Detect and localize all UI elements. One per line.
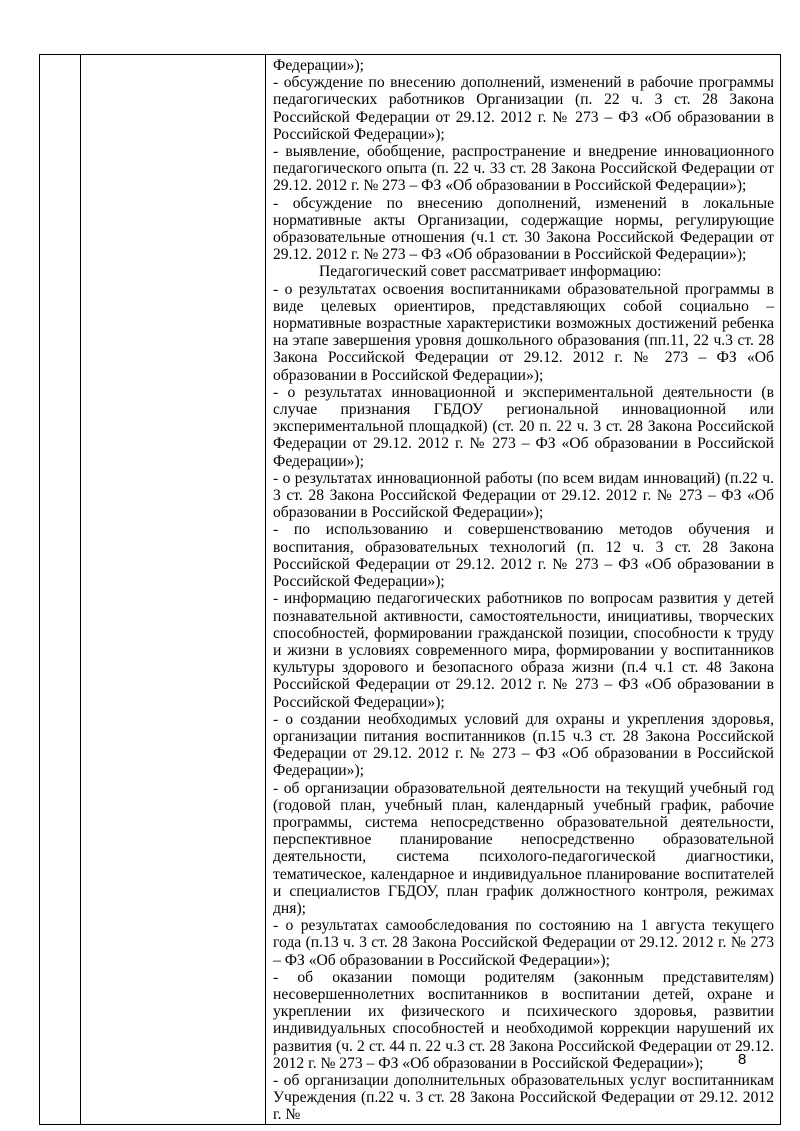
paragraph: - информацию педагогических работников по вопросам развития у детей познавательной активности, самостоятельности, инициативы, творческих способностей, формировании гражданской позиции, способности к труду и жизни в условиях современного мира, формировании у воспитанников культуры здорового и безопасного образа жизни (п.4 ч.1 ст. 48 Закона Российской Федерации от 29.12. 2012 г. № 273 – ФЗ «Об образовании в Российской Федерации»); <box>273 590 774 711</box>
paragraph: - об организации дополнительных образовательных услуг воспитанникам Учреждения (п.22 ч. 3 ст. 28 Закона Российской Федерации от 29.12. 2012 г. № <box>273 1071 774 1124</box>
document-table <box>39 54 781 1125</box>
paragraph: Федерации»); <box>273 57 364 74</box>
page-number: 8 <box>738 1051 747 1068</box>
paragraph: - обсуждение по внесению дополнений, изменений в локальные нормативные акты Организации, содержащие нормы, регулирующие образовательные отношения (ч.1 ст. 30 Закона Российской Федерации от 29.12. 2012 г. № 273 – ФЗ «Об образовании в Российской Федерации»); <box>273 194 774 264</box>
table-row <box>40 55 781 1125</box>
paragraph: - по использованию и совершенствованию методов обучения и воспитания, образовательных технологий (п. 12 ч. 3 ст. 28 Закона Российской Федерации от 29.12. 2012 г. № 273 – ФЗ «Об образовании в Российской Федерации»); <box>273 521 774 591</box>
paragraph: - о результатах самообследования по состоянию на 1 августа текущего года (п.13 ч. 3 ст. 28 Закона Российской Федерации от 29.12. 2012 г. № 273 – ФЗ «Об образовании в Российской Федерации»); <box>273 917 774 969</box>
section-heading: Педагогический совет рассматривает информацию: <box>319 263 662 281</box>
paragraph: - о результатах освоения воспитанниками образовательной программы в виде целевых ориентиров, представляющих собой социально – нормативные возрастные характеристики возможных достижений ребенка на этапе завершения уровня дошкольного образования (пп.11, 22 ч.3 ст. 28 Закона Российской Федерации от 29.12. 2012 г. № 273 – ФЗ «Об образовании в Российской Федерации»); <box>273 280 774 384</box>
paragraph: - об оказании помощи родителям (законным представителям) несовершеннолетних воспитанников в воспитании детей, охране и укреплении их физического и психического здоровья, развитии индивидуальных способностей и необходимой коррекции нарушений их развития (ч. 2 ст. 44 п. 22 ч.3 ст. 28 Закона Российской Федерации от 29.12. 2012 г. № 273 – ФЗ «Об образовании в Российской Федерации»); <box>273 968 774 1072</box>
paragraph: - обсуждение по внесению дополнений, изменений в рабочие программы педагогических работников Организации (п. 22 ч. 3 ст. 28 Закона Российской Федерации от 29.12. 2012 г. № 273 – ФЗ «Об образовании в Российской Федерации»); <box>273 74 774 143</box>
paragraph: - о создании необходимых условий для охраны и укрепления здоровья, организации питания воспитанников (п.15 ч.3 ст. 28 Закона Российской Федерации от 29.12. 2012 г. № 273 – ФЗ «Об образовании в Российской Федерации»); <box>273 710 774 780</box>
number-cell <box>40 55 81 1125</box>
content-cell <box>266 55 781 1125</box>
paragraph: - выявление, обобщение, распространение и внедрение инновационного педагогического опыта (п. 22 ч. 33 ст. 28 Закона Российской Федерации от 29.12. 2012 г. № 273 – ФЗ «Об образовании в Российской Федерации»); <box>273 143 774 195</box>
paragraph: - о результатах инновационной работы (по всем видам инноваций) (п.22 ч. 3 ст. 28 Закона Российской Федерации от 29.12. 2012 г. № 273 – ФЗ «Об образовании в Российской Федерации»); <box>273 469 774 522</box>
paragraph: - о результатах инновационной и экспериментальной деятельности (в случае признания ГБДОУ региональной инновационной или экспериментальной площадкой) (ст. 20 п. 22 ч. 3 ст. 28 Закона Российской Федерации от 29.12. 2012 г. № 273 – ФЗ «Об образовании в Российской Федерации»); <box>273 383 774 470</box>
paragraph: - об организации образовательной деятельности на текущий учебный год (годовой план, учебный план, календарный учебный график, рабочие программы, система непосредственно образовательной деятельности, перспективное планирование непосредственно образовательной деятельности, система психолого-педагогической диагностики, тематическое, календарное и индивидуальное планирование воспитателей и специалистов ГБДОУ, план график должностного контроля, режимах дня); <box>273 779 774 917</box>
topic-cell <box>81 55 266 1125</box>
